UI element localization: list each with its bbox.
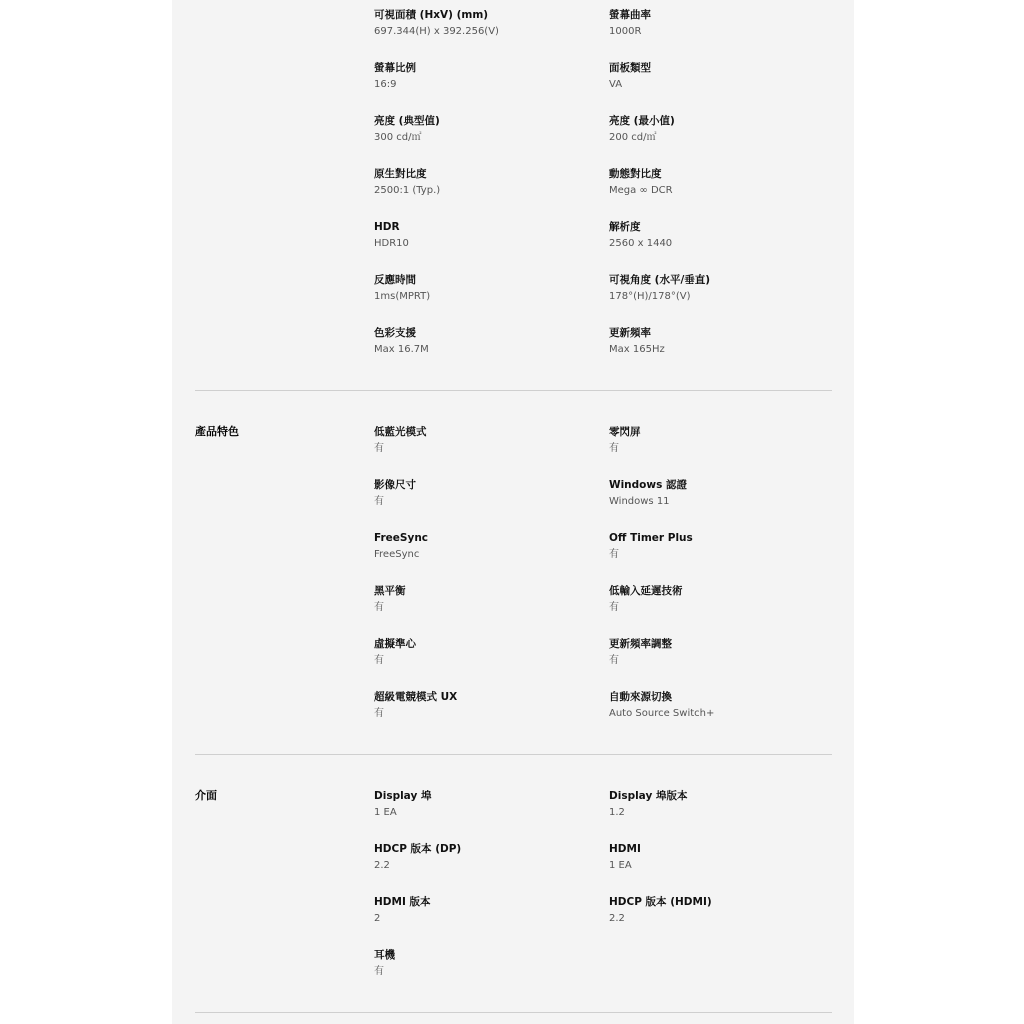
spec-label: 自動來源切換: [609, 691, 672, 703]
spec-label: 面板類型: [609, 62, 651, 74]
spec-item: [609, 61, 829, 91]
spec-item: [374, 637, 594, 667]
spec-item: [609, 690, 829, 720]
spec-label: 虛擬準心: [374, 638, 416, 650]
spec-label: 色彩支援: [374, 327, 416, 339]
spec-label: 螢幕比例: [374, 62, 416, 74]
spec-item: [609, 8, 829, 38]
spec-label: 反應時間: [374, 274, 416, 286]
spec-value: HDR10: [374, 238, 409, 249]
spec-value: 有: [609, 655, 619, 666]
spec-label: 更新頻率調整: [609, 638, 672, 650]
spec-label: 可視角度 (水平/垂直): [609, 274, 711, 286]
spec-item: [609, 584, 829, 614]
spec-item: [609, 425, 829, 455]
spec-value: 2.2: [609, 913, 625, 924]
spec-item: [374, 789, 594, 819]
spec-label: HDMI 版本: [374, 896, 431, 908]
spec-item: [374, 61, 594, 91]
spec-value: 16:9: [374, 79, 397, 90]
spec-panel: [172, 0, 854, 1024]
spec-label: 低輸入延遲技術: [609, 585, 683, 597]
spec-value: 有: [374, 655, 384, 666]
spec-label: 原生對比度: [374, 168, 427, 180]
spec-value: 有: [374, 966, 384, 977]
spec-item: [609, 114, 829, 144]
spec-label: FreeSync: [374, 532, 429, 544]
spec-value: 1 EA: [609, 860, 632, 871]
spec-item: [374, 690, 594, 720]
spec-label: 零閃屏: [609, 426, 641, 438]
spec-label: Display 埠: [374, 790, 432, 802]
spec-value: 有: [374, 708, 384, 719]
spec-item: [609, 895, 829, 925]
spec-value: 2560 x 1440: [609, 238, 673, 249]
spec-label: 更新頻率: [609, 327, 651, 339]
spec-label: 亮度 (最小值): [609, 115, 675, 127]
spec-value: 697.344(H) x 392.256(V): [374, 26, 499, 37]
spec-item: [374, 425, 594, 455]
section-divider: [195, 1012, 832, 1013]
spec-item: [374, 220, 594, 250]
spec-label: 動態對比度: [609, 168, 662, 180]
spec-value: 有: [374, 496, 384, 507]
spec-item: [609, 326, 829, 356]
spec-value: 有: [374, 602, 384, 613]
spec-value: 1000R: [609, 26, 642, 37]
spec-label: 螢幕曲率: [609, 9, 651, 21]
spec-label: 低藍光模式: [374, 426, 427, 438]
spec-value: 2: [374, 913, 381, 924]
spec-item: [374, 478, 594, 508]
spec-label: Windows 認證: [609, 479, 687, 491]
spec-item: [374, 948, 594, 978]
spec-value: 1 EA: [374, 807, 397, 818]
spec-value: Max 16.7M: [374, 344, 429, 355]
spec-value: 1ms(MPRT): [374, 291, 431, 302]
spec-item: [374, 895, 594, 925]
spec-item: [609, 167, 829, 197]
spec-value: 2.2: [374, 860, 390, 871]
spec-label: 解析度: [609, 221, 641, 233]
spec-label: 耳機: [374, 949, 395, 961]
spec-value: 2500:1 (Typ.): [374, 185, 441, 196]
spec-item: [374, 531, 594, 561]
spec-item: [609, 789, 829, 819]
spec-value: Windows 11: [609, 496, 670, 507]
spec-value: 有: [609, 602, 619, 613]
spec-label: Display 埠版本: [609, 790, 688, 802]
spec-label: HDR: [374, 221, 400, 233]
spec-item: [609, 273, 829, 303]
spec-label: 影像尺寸: [374, 479, 416, 491]
spec-item: [374, 326, 594, 356]
spec-value: Auto Source Switch+: [609, 708, 715, 719]
spec-label: 可視面積 (HxV) (mm): [374, 9, 489, 21]
spec-item: [609, 637, 829, 667]
spec-item: [609, 842, 829, 872]
spec-value: Max 165Hz: [609, 344, 665, 355]
spec-value: 有: [609, 549, 619, 560]
spec-label: Off Timer Plus: [609, 532, 693, 544]
spec-label: HDMI: [609, 843, 641, 855]
section-divider: [195, 754, 832, 755]
spec-label: 黑平衡: [374, 585, 406, 597]
spec-item: [374, 8, 594, 38]
spec-value: 有: [609, 443, 619, 454]
spec-item: [609, 531, 829, 561]
spec-value: Mega ∞ DCR: [609, 185, 673, 196]
spec-value: VA: [609, 79, 623, 90]
section-title: 介面: [195, 789, 217, 802]
spec-item: [609, 220, 829, 250]
section-title: 產品特色: [195, 425, 239, 438]
spec-item: [374, 584, 594, 614]
spec-item: [374, 273, 594, 303]
spec-label: 亮度 (典型值): [374, 115, 440, 127]
spec-value: FreeSync: [374, 549, 420, 560]
spec-value: 1.2: [609, 807, 625, 818]
spec-label: HDCP 版本 (HDMI): [609, 896, 712, 908]
spec-value: 200 cd/㎡: [609, 132, 657, 143]
spec-item: [374, 114, 594, 144]
spec-label: 超級電競模式 UX: [374, 691, 458, 703]
spec-value: 有: [374, 443, 384, 454]
spec-value: 178°(H)/178°(V): [609, 291, 691, 302]
spec-item: [374, 842, 594, 872]
spec-item: [374, 167, 594, 197]
spec-value: 300 cd/㎡: [374, 132, 422, 143]
spec-item: [609, 478, 829, 508]
spec-label: HDCP 版本 (DP): [374, 843, 462, 855]
section-divider: [195, 390, 832, 391]
